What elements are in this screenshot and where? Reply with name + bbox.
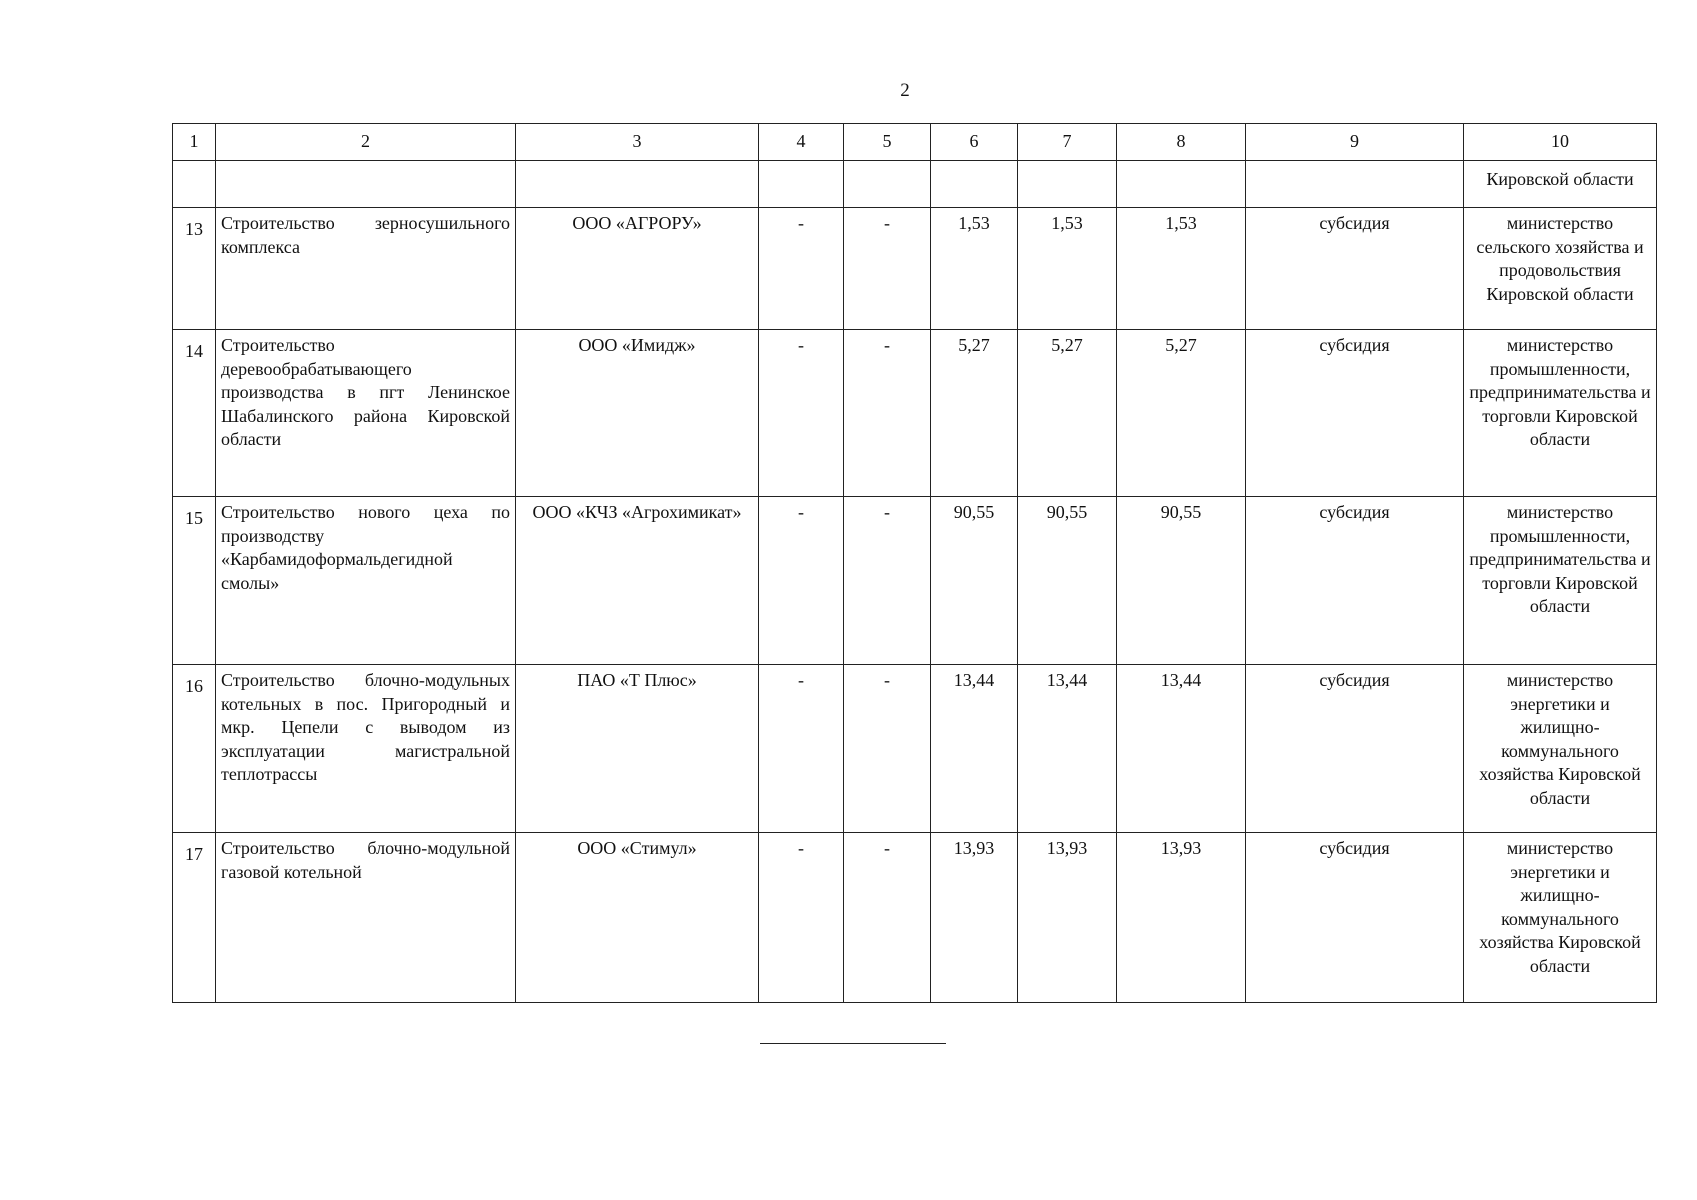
table-row: [173, 330, 1657, 497]
col4-value: -: [759, 665, 844, 833]
row-number: 13: [173, 208, 216, 330]
project-name: Строительство деревообрабатывающего производства в пгт Ленинское Шабалинского района Кировской области: [216, 330, 516, 497]
col7-value: 90,55: [1018, 497, 1117, 665]
header-row: [173, 124, 1657, 161]
project-name: Строительство блочно-модульной газовой котельной: [216, 833, 516, 1003]
responsible-cell: министерство энергетики и жилищно-коммунального хозяйства Кировской области: [1464, 833, 1657, 1003]
col5-value: -: [844, 208, 931, 330]
header-cell: 1: [173, 124, 216, 161]
responsible-cell: министерство промышленности, предпринимательства и торговли Кировской области: [1464, 497, 1657, 665]
col8-value: 13,93: [1117, 833, 1246, 1003]
responsible-cell: министерство сельского хозяйства и продовольствия Кировской области: [1464, 208, 1657, 330]
col7-value: 1,53: [1018, 208, 1117, 330]
col4-value: -: [759, 208, 844, 330]
col6-value: 90,55: [931, 497, 1018, 665]
header-cell: 8: [1117, 124, 1246, 161]
table-row: [173, 497, 1657, 665]
organization: ООО «Имидж»: [516, 330, 759, 497]
responsible-cell: министерство энергетики и жилищно-коммунального хозяйства Кировской области: [1464, 665, 1657, 833]
row-number: 15: [173, 497, 216, 665]
col4-value: -: [759, 833, 844, 1003]
support-type: субсидия: [1246, 208, 1464, 330]
page-number: 2: [900, 80, 910, 101]
organization: ООО «КЧЗ «Агрохимикат»: [516, 497, 759, 665]
col6-value: 13,93: [931, 833, 1018, 1003]
header-cell: 9: [1246, 124, 1464, 161]
data-table: [172, 123, 1657, 1003]
col5-value: -: [844, 330, 931, 497]
header-cell: 7: [1018, 124, 1117, 161]
project-name: Строительство нового цеха по производству «Карбамидоформальдегидной смолы»: [216, 497, 516, 665]
header-cell: 3: [516, 124, 759, 161]
col5-value: -: [844, 497, 931, 665]
responsible-cell: Кировской области: [1464, 161, 1657, 208]
row-number: 16: [173, 665, 216, 833]
header-cell: 4: [759, 124, 844, 161]
col6-value: 13,44: [931, 665, 1018, 833]
col8-value: 5,27: [1117, 330, 1246, 497]
col4-value: -: [759, 330, 844, 497]
row-number: 17: [173, 833, 216, 1003]
col8-value: 1,53: [1117, 208, 1246, 330]
row-number: 14: [173, 330, 216, 497]
col6-value: 1,53: [931, 208, 1018, 330]
header-cell: 6: [931, 124, 1018, 161]
project-name: Строительство зерносушильного комплекса: [216, 208, 516, 330]
col7-value: 5,27: [1018, 330, 1117, 497]
end-divider: [760, 1043, 946, 1044]
col5-value: -: [844, 665, 931, 833]
col4-value: -: [759, 497, 844, 665]
organization: ПАО «Т Плюс»: [516, 665, 759, 833]
support-type: субсидия: [1246, 833, 1464, 1003]
col7-value: 13,93: [1018, 833, 1117, 1003]
col8-value: 90,55: [1117, 497, 1246, 665]
support-type: субсидия: [1246, 665, 1464, 833]
header-cell: 5: [844, 124, 931, 161]
table-row: [173, 833, 1657, 1003]
header-cell: 10: [1464, 124, 1657, 161]
responsible-cell: министерство промышленности, предпринимательства и торговли Кировской области: [1464, 330, 1657, 497]
organization: ООО «Стимул»: [516, 833, 759, 1003]
organization: ООО «АГРОРУ»: [516, 208, 759, 330]
table-row: [173, 665, 1657, 833]
project-name: Строительство блочно-модульных котельных в пос. Пригородный и мкр. Цепели с выводом из эксплуатации магистральной теплотрассы: [216, 665, 516, 833]
continuation-row: [173, 161, 1657, 208]
col7-value: 13,44: [1018, 665, 1117, 833]
table-row: [173, 208, 1657, 330]
col5-value: -: [844, 833, 931, 1003]
col6-value: 5,27: [931, 330, 1018, 497]
support-type: субсидия: [1246, 497, 1464, 665]
col8-value: 13,44: [1117, 665, 1246, 833]
support-type: субсидия: [1246, 330, 1464, 497]
header-cell: 2: [216, 124, 516, 161]
